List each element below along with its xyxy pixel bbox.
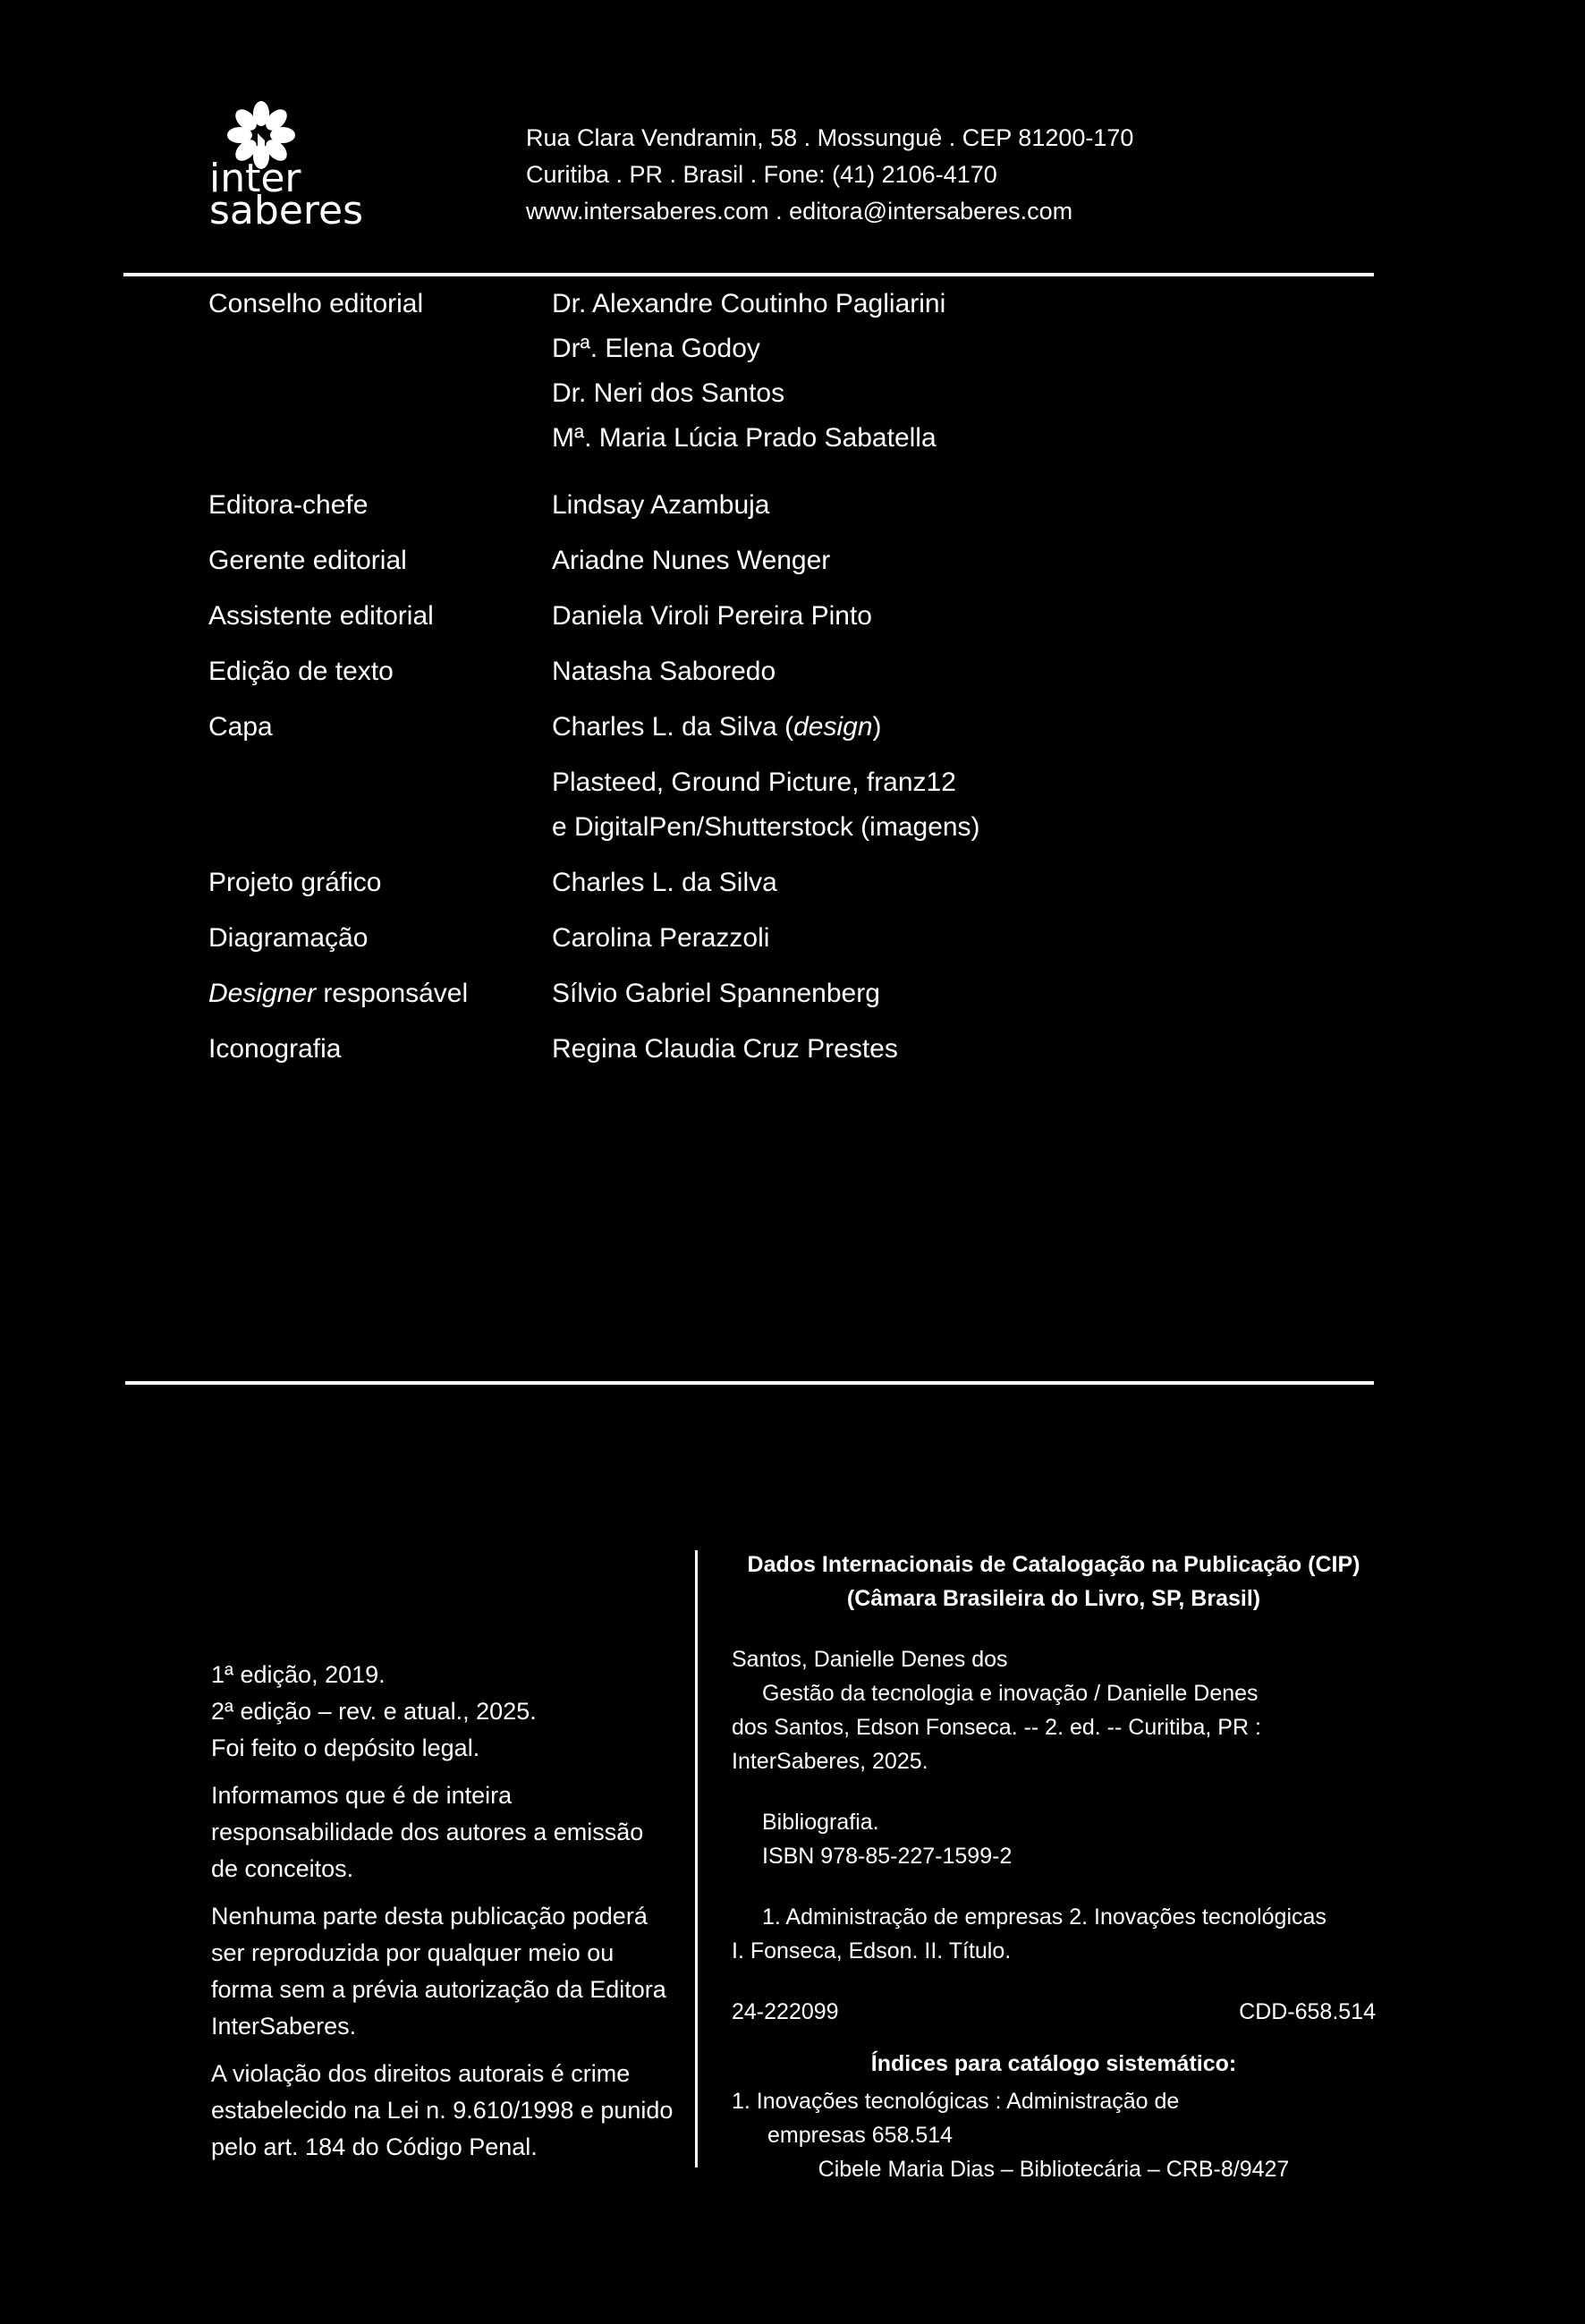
credit-value-capa: [552, 705, 882, 750]
cip-title-1: Dados Internacionais de Catalogação na Publicação (CIP): [747, 1552, 1360, 1577]
edition-1: 1ª edição, 2019.: [211, 1661, 386, 1688]
cip-entry: [732, 1642, 1376, 1778]
credit-value-conselho-1: Dr. Alexandre Coutinho Pagliarini: [552, 289, 946, 318]
credit-label-conselho: Conselho editorial: [208, 289, 424, 318]
credit-label-projeto: Projeto gráfico: [208, 868, 382, 897]
cip-subject-1: 1. Administração de empresas 2. Inovações tecnológicas: [762, 1904, 1326, 1930]
address-city-phone: Curitiba . PR . Brasil . Fone: (41) 2106-4170: [526, 161, 997, 188]
credit-label-capa: Capa: [208, 712, 273, 742]
cip-code-left: 24-222099: [732, 1999, 839, 2024]
credit-value-conselho-2: Drª. Elena Godoy: [552, 334, 760, 363]
credit-value-capa-images-2: e DigitalPen/Shutterstock (imagens): [552, 812, 980, 842]
edition-notes: [211, 1657, 676, 2176]
capa-name: Charles L. da Silva (: [552, 712, 794, 742]
cip-author: Santos, Danielle Denes dos: [732, 1647, 1008, 1672]
credit-value-editora: Lindsay Azambuja: [552, 490, 770, 520]
cip-codes: [732, 1995, 1376, 2029]
cip-biblio-block: [732, 1805, 1376, 1873]
legal-deposit: Foi feito o depósito legal.: [211, 1735, 480, 1761]
top-divider: [123, 273, 1374, 276]
credit-value-assistente: Daniela Viroli Pereira Pinto: [552, 601, 872, 631]
credit-value-iconografia: Regina Claudia Cruz Prestes: [552, 1034, 898, 1064]
credit-value-conselho-4: Mª. Maria Lúcia Prado Sabatella: [552, 423, 937, 453]
edition-2: 2ª edição – rev. e atual., 2025.: [211, 1698, 537, 1725]
credit-value-designer: Sílvio Gabriel Spannenberg: [552, 979, 880, 1008]
responsibility-note: Informamos que é de inteira responsabilidade dos autores a emissão de conceitos.: [211, 1782, 644, 1882]
cip-subjects: [732, 1900, 1376, 1968]
credit-value-diagramacao: Carolina Perazzoli: [552, 923, 770, 953]
designer-word: Designer: [208, 979, 317, 1008]
cip-subject-2: I. Fonseca, Edson. II. Título.: [732, 1938, 1012, 1964]
capa-close-paren: ): [872, 712, 882, 742]
cip-desc-3: InterSaberes, 2025.: [732, 1749, 928, 1774]
cip-librarian: Cibele Maria Dias – Bibliotecária – CRB-8/9427: [818, 2157, 1290, 2182]
designer-rest: responsável: [316, 979, 469, 1008]
credit-value-projeto: Charles L. da Silva: [552, 868, 777, 897]
vertical-divider: [695, 1550, 698, 2167]
middle-divider: [125, 1381, 1374, 1385]
copyright-law-note: A violação dos direitos autorais é crime estabelecido na Lei n. 9.610/1998 e punido pelo art. 184 do Código Penal.: [211, 2060, 674, 2160]
credit-label-designer: [208, 971, 468, 1016]
reproduction-note: Nenhuma parte desta publicação poderá ser reproduzida por qualquer meio ou forma sem a prévia autorização da Editora InterSaberes.: [211, 1903, 666, 2040]
credit-label-assistente: Assistente editorial: [208, 601, 434, 631]
credit-value-gerente: Ariadne Nunes Wenger: [552, 546, 831, 575]
credit-value-edicao: Natasha Saboredo: [552, 657, 776, 686]
cip-title-2: (Câmara Brasileira do Livro, SP, Brasil): [846, 1586, 1261, 1611]
logo-word-inter: inter: [209, 156, 301, 201]
cip-code-cdd: CDD-658.514: [1239, 1999, 1376, 2024]
credit-value-capa-images-1: Plasteed, Ground Picture, franz12: [552, 768, 956, 797]
cip-index-1: 1. Inovações tecnológicas : Administração de: [732, 2089, 1180, 2114]
credit-label-iconografia: Iconografia: [208, 1034, 342, 1064]
capa-design-word: design: [793, 712, 873, 742]
cip-desc-1: Gestão da tecnologia e inovação / Danielle Denes: [762, 1681, 1259, 1706]
cip-desc-2: dos Santos, Edson Fonseca. -- 2. ed. -- Curitiba, PR :: [732, 1715, 1261, 1740]
credit-label-edicao: Edição de texto: [208, 657, 394, 686]
credit-label-gerente: Gerente editorial: [208, 546, 407, 575]
publisher-logo: [208, 97, 377, 231]
cip-index-title: Índices para catálogo sistemático:: [870, 2051, 1237, 2076]
address-web-email: www.intersaberes.com . editora@intersaberes.com: [526, 198, 1073, 225]
credit-label-editora: Editora-chefe: [208, 490, 369, 520]
publisher-address: [526, 120, 1133, 230]
cip-index-2: empresas 658.514: [767, 2123, 954, 2148]
credit-value-conselho-3: Dr. Neri dos Santos: [552, 378, 785, 408]
logo-word-saberes: saberes: [209, 188, 364, 233]
cip-bibliography: Bibliografia.: [762, 1810, 879, 1835]
cip-catalog-record: [732, 1548, 1376, 2186]
credit-label-diagramacao: Diagramação: [208, 923, 369, 953]
address-street: Rua Clara Vendramin, 58 . Mossunguê . CEP 81200-170: [526, 124, 1134, 151]
cip-isbn: ISBN 978-85-227-1599-2: [762, 1844, 1013, 1869]
